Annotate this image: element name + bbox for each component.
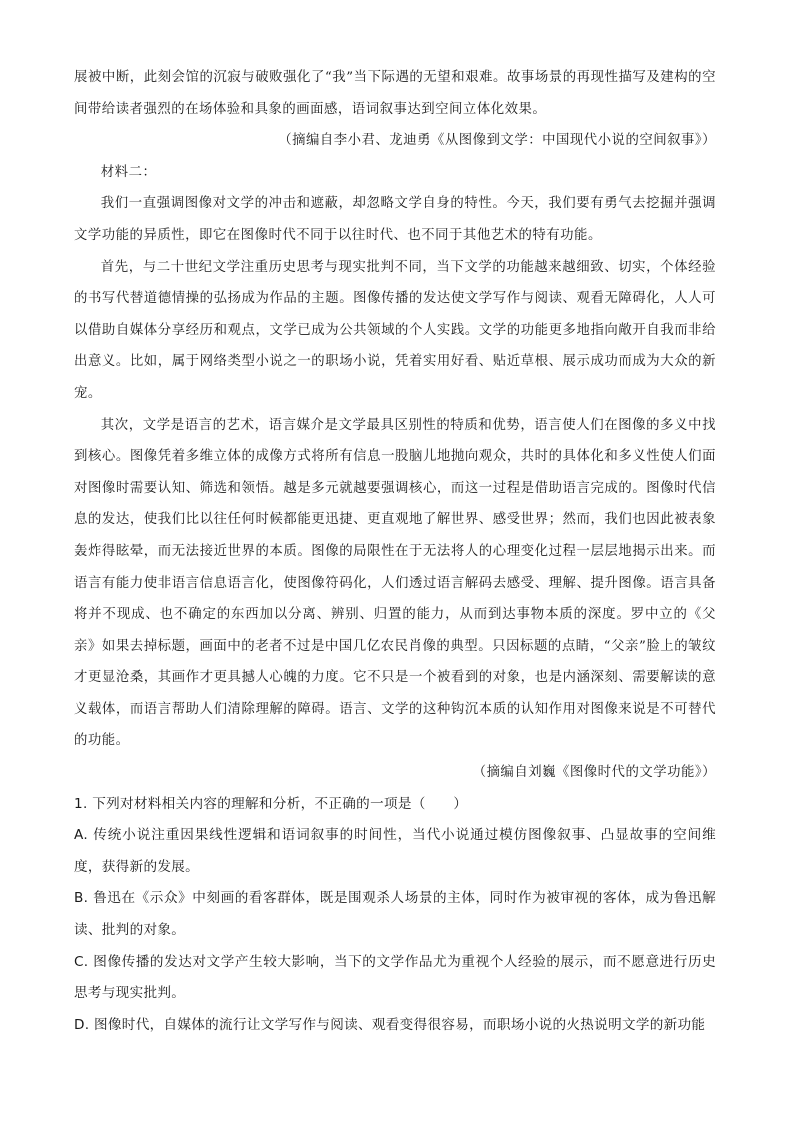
option-c: C. 图像传播的发达对文学产生较大影响，当下的文学作品尤为重视个人经验的展示，而不愿意进行历史思考与现实批判。 [74,953,716,1002]
reading-material [74,62,716,789]
material-two-label: 材料二： [100,164,157,180]
document-page [74,62,716,1041]
material-two-source: （摘编自刘巍《图像时代的文学功能》） [472,765,716,781]
material-two-paragraph-1: 我们一直强调图像对文学的冲击和遮蔽，却忽略文学自身的特性。今天，我们要有勇气去挖掘并强调文学功能的异质性，即它在图像时代不同于以往时代、也不同于其他艺术的特有功能。 [74,196,716,243]
question-stem: 1. 下列对材料相关内容的理解和分析，不正确的一项是（ ） [74,795,468,812]
option-d: D. 图像时代，自媒体的流行让文学写作与阅读、观看变得很容易，而职场小说的火热说明文学的新功能 [74,1016,706,1033]
material-two-paragraph-2: 首先，与二十世纪文学注重历史思考与现实批判不同，当下文学的功能越来越细致、切实，个体经验的书写代替道德情操的弘扬成为作品的主题。图像传播的发达使文学写作与阅读、观看无障碍化，人人可以借助自媒体分享经历和观点，文学已成为公共领域的个人实践。文学的功能更多地指向敞开自我而非给出意义。比如，属于网络类型小说之一的职场小说，凭着实用好看、贴近草根、展示成功而成为大众的新宠。 [74,259,716,401]
question-block [74,789,716,1042]
material-two-paragraph-3: 其次，文学是语言的艺术，语言媒介是文学最具区别性的特质和优势，语言使人们在图像的多义中找到核心。图像凭着多维立体的成像方式将所有信息一股脑儿地抛向观众，共时的具体化和多义性使人们面对图像时需要认知、筛选和领悟。越是多元就越要强调核心，而这一过程是借助语言完成的。图像时代信息的发达，使我们比以往任何时候都能更迅捷、更直观地了解世界、感受世界；然而，我们也因此被表象轰炸得眩晕，而无法接近世界的本质。图像的局限性在于无法将人的心理变化过程一层层地揭示出来。而语言有能力使非语言信息语言化，使图像符码化，人们透过语言解码去感受、理解、提升图像。语言具备将并不现成、也不确定的东西加以分离、辨别、归置的能力，从而到达事物本质的深度。罗中立的《父亲》如果去掉标题，画面中的老者不过是中国几亿农民肖像的典型。只因标题的点睛，“父亲”脸上的皱纹才更显沧桑，其画作才更具撼人心魄的力度。它不只是一个被看到的对象，也是内涵深刻、需要解读的意义载体，而语言帮助人们清除理解的障碍。语言、文学的这种钩沉本质的认知作用对图像来说是不可替代的功能。 [74,417,716,749]
option-b: B. 鲁迅在《示众》中刻画的看客群体，既是围观杀人场景的主体，同时作为被审视的客体，成为鲁迅解读、批判的对象。 [74,890,716,939]
material-one-paragraph-end: 展被中断，此刻会馆的沉寂与破败强化了“我”当下际遇的无望和艰难。故事场景的再现性描写及建构的空间带给读者强烈的在场体验和具象的画面感，语词叙事达到空间立体化效果。 [74,70,716,117]
option-a: A. 传统小说注重因果线性逻辑和语词叙事的时间性，当代小说通过模仿图像叙事、凸显故事的空间维度，获得新的发展。 [74,827,716,875]
material-one-source: （摘编自李小君、龙迪勇《从图像到文学：中国现代小说的空间叙事》） [278,133,716,149]
